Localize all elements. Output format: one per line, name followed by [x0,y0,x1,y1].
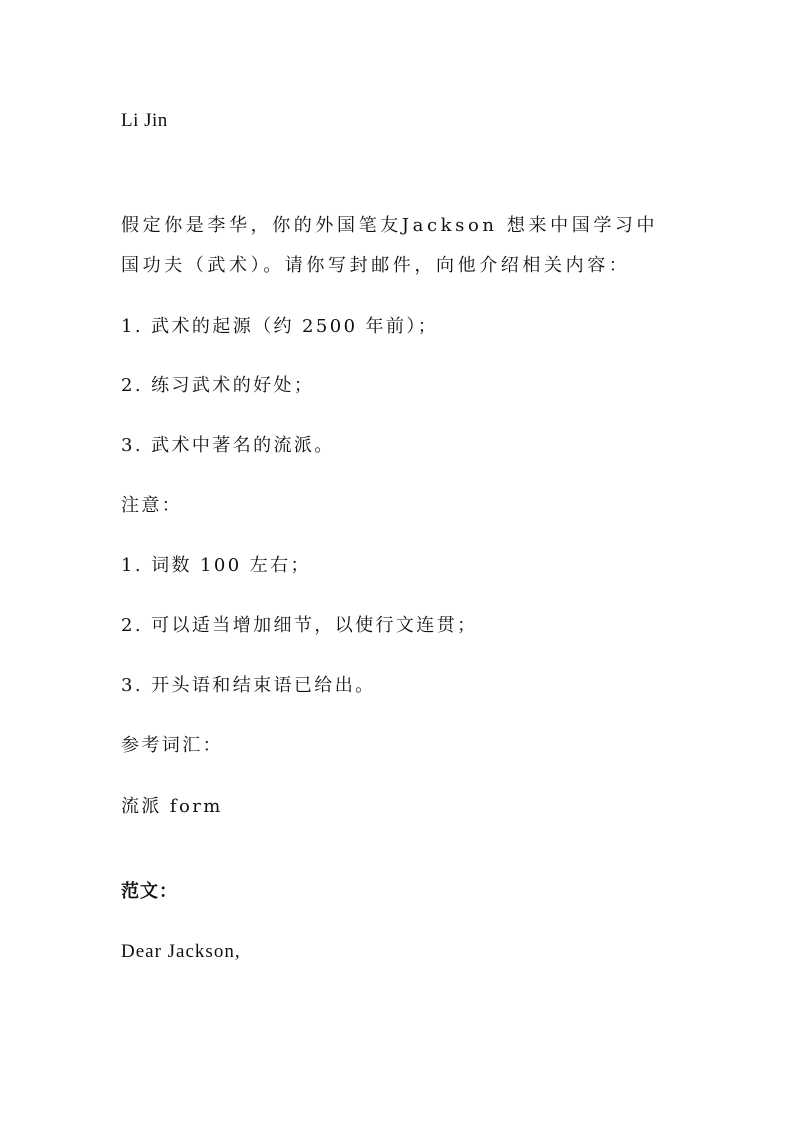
content-point-2: 2. 练习武术的好处； [121,375,315,396]
letter-greeting: Dear Jackson, [121,941,241,962]
note-1: 1. 词数 100 左右； [121,555,311,576]
prompt-line-1: 假定你是李华，你的外国笔友Jackson 想来中国学习中 [121,215,659,236]
note-3: 3. 开头语和结束语已给出。 [121,675,376,696]
prompt-line-2: 国功夫（武术）。请你写封邮件，向他介绍相关内容： [121,255,631,276]
notes-heading: 注意： [121,495,183,516]
vocab-entry: 流派 form [121,796,223,817]
sample-essay-heading: 范文： [121,881,178,902]
note-2: 2. 可以适当增加细节，以使行文连贯； [121,615,478,636]
vocab-heading: 参考词汇： [121,735,223,756]
content-point-1: 1. 武术的起源（约 2500 年前）； [121,316,439,337]
content-point-3: 3. 武术中著名的流派。 [121,435,335,456]
author-name: Li Jin [121,110,168,131]
